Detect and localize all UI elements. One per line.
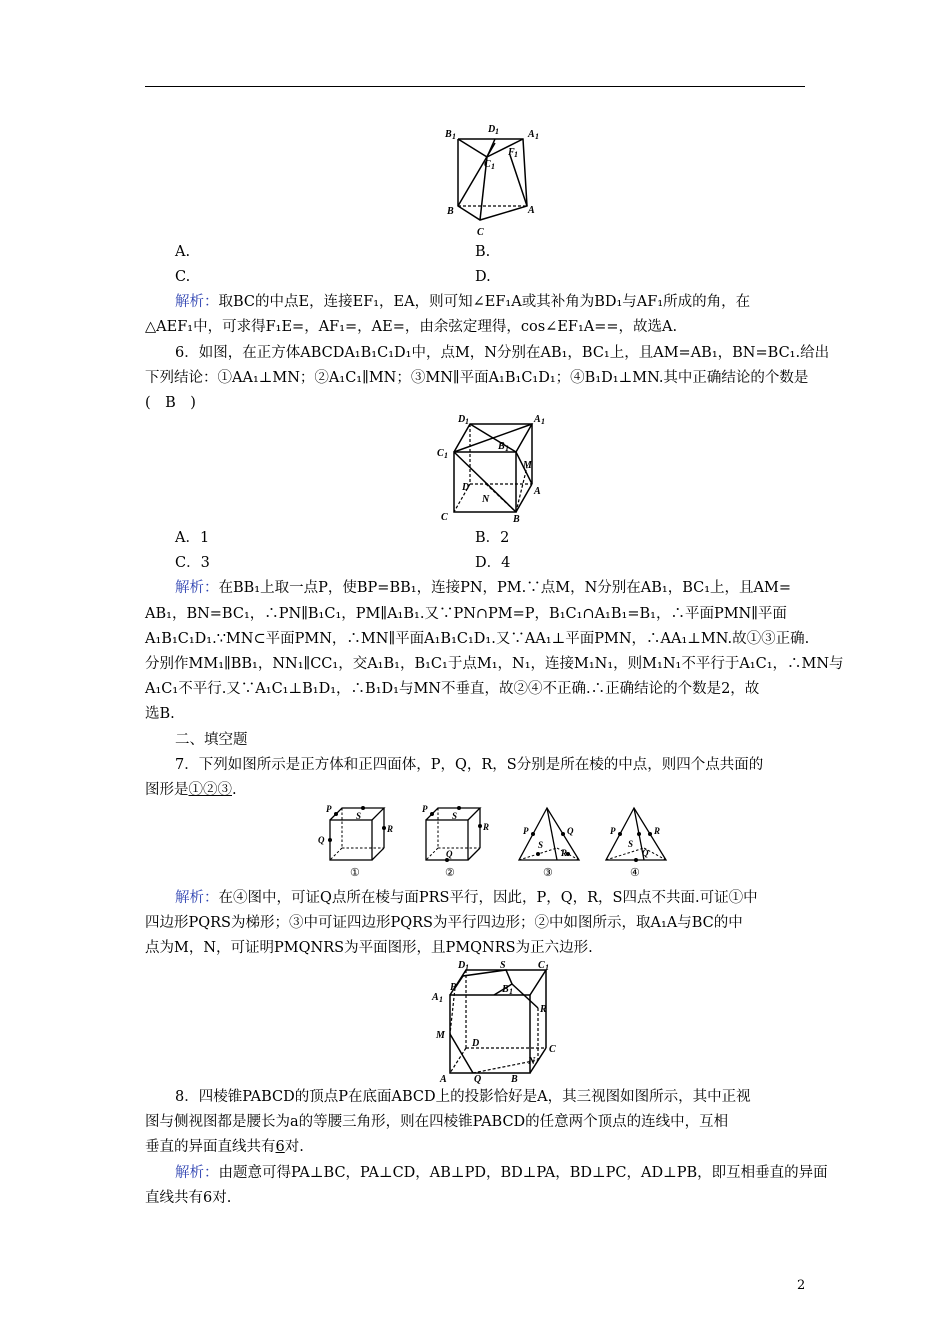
q7-hexagon-cube-figure xyxy=(428,960,558,1084)
solution-text: 取BC的中点E，连接EF₁，EA，则可知∠EF₁A或其补角为BD₁与AF₁所成的角，在 xyxy=(218,294,751,310)
q8-stem-text: 垂直的异面直线共有 xyxy=(145,1139,276,1155)
q6-solution-line xyxy=(145,577,840,599)
label-q: Q xyxy=(446,849,453,859)
q8-solution-line: 直线共有6对. xyxy=(145,1190,232,1206)
label-d: D xyxy=(472,1038,480,1049)
q7-stem-line xyxy=(145,779,810,801)
page-number: 2 xyxy=(797,1278,806,1293)
label-r: R xyxy=(561,848,568,858)
section-heading: 二、填空题 xyxy=(175,732,248,748)
header-rule xyxy=(145,86,805,87)
label-b: B xyxy=(513,514,520,524)
label-b1: B xyxy=(445,129,452,140)
q8-solution-line xyxy=(145,1162,840,1184)
label-s: S xyxy=(538,840,544,850)
solution-tag: 解析： xyxy=(175,294,219,310)
label-b1: B xyxy=(502,984,509,995)
solution-text: 由题意可得PA⊥BC，PA⊥CD，AB⊥PD，BD⊥PA，BD⊥PC，AD⊥PB，即互相垂直的异面 xyxy=(218,1165,828,1181)
q5-solution-line xyxy=(145,291,840,313)
label-c1: C xyxy=(437,448,444,459)
label-sub: 1 xyxy=(505,444,509,453)
label-r: R xyxy=(654,826,661,836)
label-d1: D xyxy=(488,124,496,135)
q5-prism-figure xyxy=(440,122,540,240)
label-d1: D xyxy=(458,960,466,971)
q7-stem-text: 图形是 xyxy=(145,782,189,798)
label-sub: 1 xyxy=(509,987,513,996)
label-sub: 1 xyxy=(491,162,495,171)
label-sub: 1 xyxy=(444,451,448,460)
label-s: S xyxy=(628,839,634,849)
label-a1: A xyxy=(432,992,439,1003)
label-a: A xyxy=(534,486,541,497)
q6-solution-line: A₁C₁不平行.又∵A₁C₁⊥B₁D₁，∴B₁D₁与MN不垂直，故②④不正确.∴正确结论的个数是2，故 xyxy=(145,681,760,697)
label-r: R xyxy=(540,1004,547,1015)
label-p: P xyxy=(523,826,529,836)
label-c: C xyxy=(441,512,448,523)
label-sub: 1 xyxy=(452,132,456,141)
q6-answer-bracket: ( B ) xyxy=(145,395,196,411)
label-a: A xyxy=(440,1074,447,1084)
label-p: P xyxy=(610,826,616,836)
q6-option-b: B．2 xyxy=(475,530,510,546)
label-sub: 1 xyxy=(495,127,499,136)
label-q: Q xyxy=(567,826,574,836)
figure-number: ③ xyxy=(543,867,553,879)
label-q: Q xyxy=(474,1074,482,1084)
label-n: N xyxy=(482,494,490,505)
label-sub: 1 xyxy=(541,417,545,426)
label-sub: 1 xyxy=(545,963,549,972)
label-f1: F xyxy=(508,147,515,158)
q6-stem-line: 下列结论：①AA₁⊥MN；②A₁C₁∥MN；③MN∥平面A₁B₁C₁D₁；④B₁D₁⊥MN.其中正确结论的个数是 xyxy=(145,370,809,386)
q7-solution-line xyxy=(145,887,840,909)
solution-text: 在④图中，可证Q点所在棱与面PRS平行，因此，P，Q，R，S四点不共面.可证①中 xyxy=(218,890,758,906)
solution-tag: 解析： xyxy=(175,1165,219,1181)
q6-solution-line: AB₁，BN=BC₁，∴PN∥B₁C₁，PM∥A₁B₁.又∵PN∩PM=P，B₁C₁∩A₁B₁=B₁，∴平面PMN∥平面 xyxy=(145,606,787,622)
label-c1: C xyxy=(484,159,491,170)
solution-tag: 解析： xyxy=(175,890,219,906)
label-r: R xyxy=(387,824,394,834)
figure-number: ④ xyxy=(630,867,640,879)
q8-stem-text: 对. xyxy=(284,1139,304,1155)
q5-option-b: B. xyxy=(475,244,491,260)
q5-solution-line: △AEF₁中，可求得F₁E=，AF₁=，AE=，由余弦定理得，cos∠EF₁A==，故选A. xyxy=(145,319,678,335)
label-a1: A xyxy=(528,129,535,140)
label-a1: A xyxy=(534,414,541,425)
label-q: Q xyxy=(642,848,649,858)
label-s: S xyxy=(452,811,458,821)
label-d1: D xyxy=(458,414,466,425)
q6-stem-line: 6．如图，在正方体ABCDA₁B₁C₁D₁中，点M，N分别在AB₁，BC₁上，且AM=AB₁，BN=BC₁.给出 xyxy=(175,345,830,361)
q5-option-c: C. xyxy=(175,269,191,285)
q7-solution-line: 点为M，N，可证明PMQNRS为平面图形，且PMQNRS为正六边形. xyxy=(145,940,593,956)
q7-answer: ①②③ xyxy=(188,782,232,798)
label-sub: 1 xyxy=(535,132,539,141)
solution-text: 在BB₁上取一点P，使BP=BB₁，连接PN，PM.∵点M，N分别在AB₁，BC₁上，且AM= xyxy=(218,580,791,596)
q6-cube-figure xyxy=(432,412,552,524)
label-c1: C xyxy=(538,960,545,971)
label-d: D xyxy=(462,482,470,493)
label-s: S xyxy=(356,811,362,821)
q5-option-d: D. xyxy=(475,269,491,285)
label-sub: 1 xyxy=(465,417,469,426)
q6-option-a: A．1 xyxy=(175,530,210,546)
label-p: P xyxy=(450,982,457,993)
q6-option-c: C．3 xyxy=(175,555,210,571)
label-m: M xyxy=(436,1030,445,1041)
label-r: R xyxy=(483,822,490,832)
figure-number: ① xyxy=(350,867,360,879)
label-sub: 1 xyxy=(465,963,469,972)
solution-tag: 解析： xyxy=(175,580,219,596)
label-q: Q xyxy=(318,835,325,845)
q8-stem-line xyxy=(145,1136,810,1158)
label-m: M xyxy=(523,460,532,471)
label-sub: 1 xyxy=(439,995,443,1004)
q6-option-d: D．4 xyxy=(475,555,511,571)
label-b1: B xyxy=(498,441,505,452)
figure-number: ② xyxy=(445,867,455,879)
label-p: P xyxy=(422,804,428,814)
q7-solution-line: 四边形PQRS为梯形；③中可证四边形PQRS为平行四边形；②中如图所示，取A₁A与BC的中 xyxy=(145,915,743,931)
label-b: B xyxy=(511,1074,518,1084)
label-p: P xyxy=(326,804,332,814)
q6-solution-line: 选B. xyxy=(145,706,175,722)
q6-solution-line: 分别作MM₁∥BB₁，NN₁∥CC₁，交A₁B₁，B₁C₁于点M₁，N₁，连接M₁N₁，则M₁N₁不平行于A₁C₁，∴MN与 xyxy=(145,656,844,672)
label-sub: 1 xyxy=(514,150,518,159)
q8-stem-line: 8．四棱锥PABCD的顶点P在底面ABCD上的投影恰好是A，其三视图如图所示，其中正视 xyxy=(175,1089,751,1105)
label-n: N xyxy=(528,1056,536,1067)
q8-answer: 6 xyxy=(275,1139,285,1155)
q5-option-a: A. xyxy=(175,244,191,260)
q7-stem-line: 7．下列如图所示是正方体和正四面体，P，Q，R，S分别是所在棱的中点，则四个点共面的 xyxy=(175,757,764,773)
q6-solution-line: A₁B₁C₁D₁.∵MN⊂平面PMN，∴MN∥平面A₁B₁C₁D₁.又∵AA₁⊥平面PMN，∴AA₁⊥MN.故①③正确. xyxy=(145,631,810,647)
label-a: A xyxy=(528,205,535,216)
q8-stem-line: 图与侧视图都是腰长为a的等腰三角形，则在四棱锥PABCD的任意两个顶点的连线中，互相 xyxy=(145,1114,729,1130)
q7-figures xyxy=(312,800,702,880)
q7-stem-text: . xyxy=(232,782,237,798)
label-c: C xyxy=(477,227,484,238)
label-s: S xyxy=(500,960,506,971)
label-c: C xyxy=(549,1044,556,1055)
label-b: B xyxy=(447,206,454,217)
